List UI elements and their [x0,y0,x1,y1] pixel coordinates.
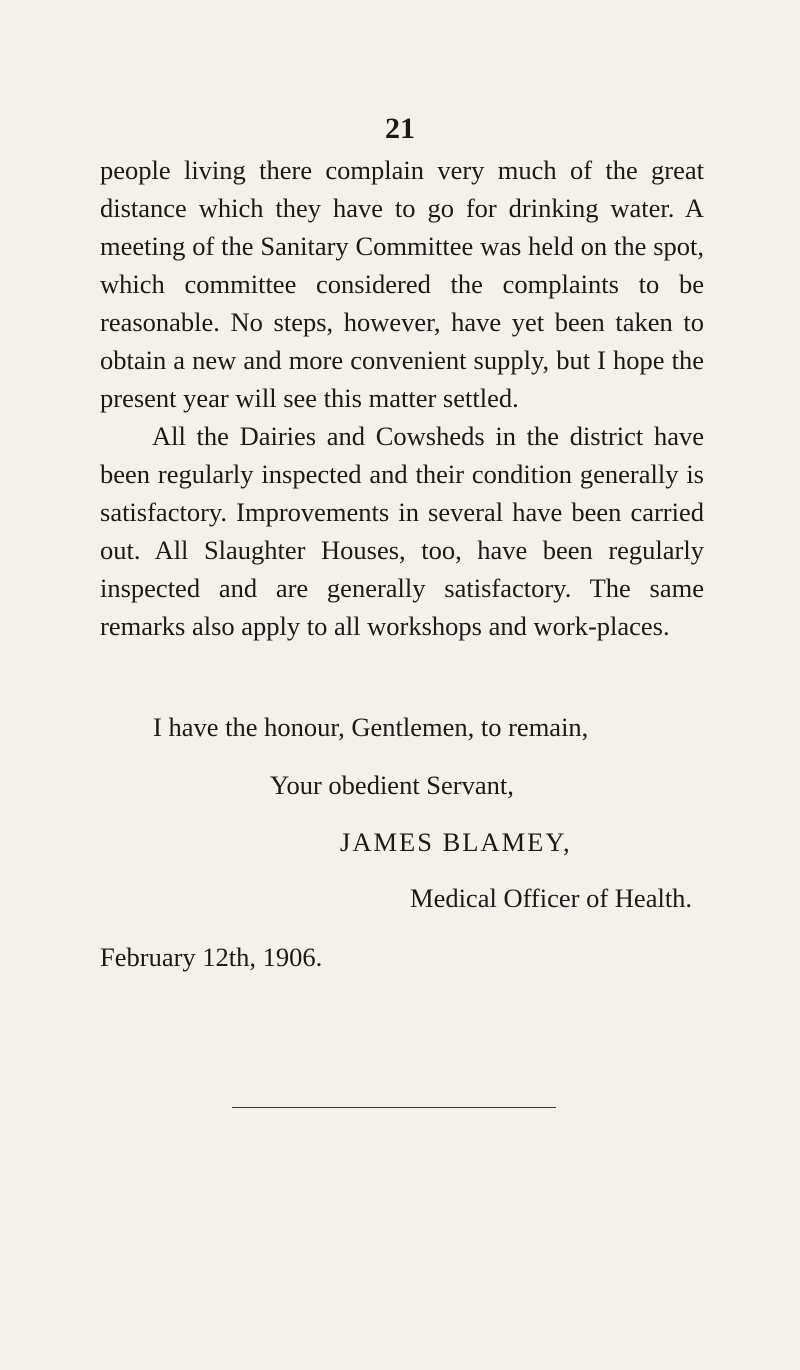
signatory-title: Medical Officer of Health. [410,883,693,913]
signatory-name: JAMES BLAMEY, [340,827,572,857]
paragraph-drinking-water: people living there complain very much of the great distance which they have to go for drinking water. A meeting of the Sanitary Committee was held on the spot, which committee considered the complaints to be reasonable. No steps, however, have yet been taken to obtain a new and more convenient supply, but I hope the present year will see this matter settled. [100,155,704,413]
horizontal-rule [232,1107,556,1108]
page-number: 21 [385,112,415,145]
salutation: Your obedient Servant, [270,770,514,800]
closing-line: I have the honour, Gentlemen, to remain, [153,712,589,742]
paragraph-dairies-inspection: All the Dairies and Cowsheds in the district have been regularly inspected and their condition generally is satisfactory. Improvements in several have been carried out. All Slaughter Houses, too, have been regularly inspected and are generally satisfactory. The same remarks also apply to all workshops and work-places. [100,421,704,641]
letter-date: February 12th, 1906. [100,942,323,972]
